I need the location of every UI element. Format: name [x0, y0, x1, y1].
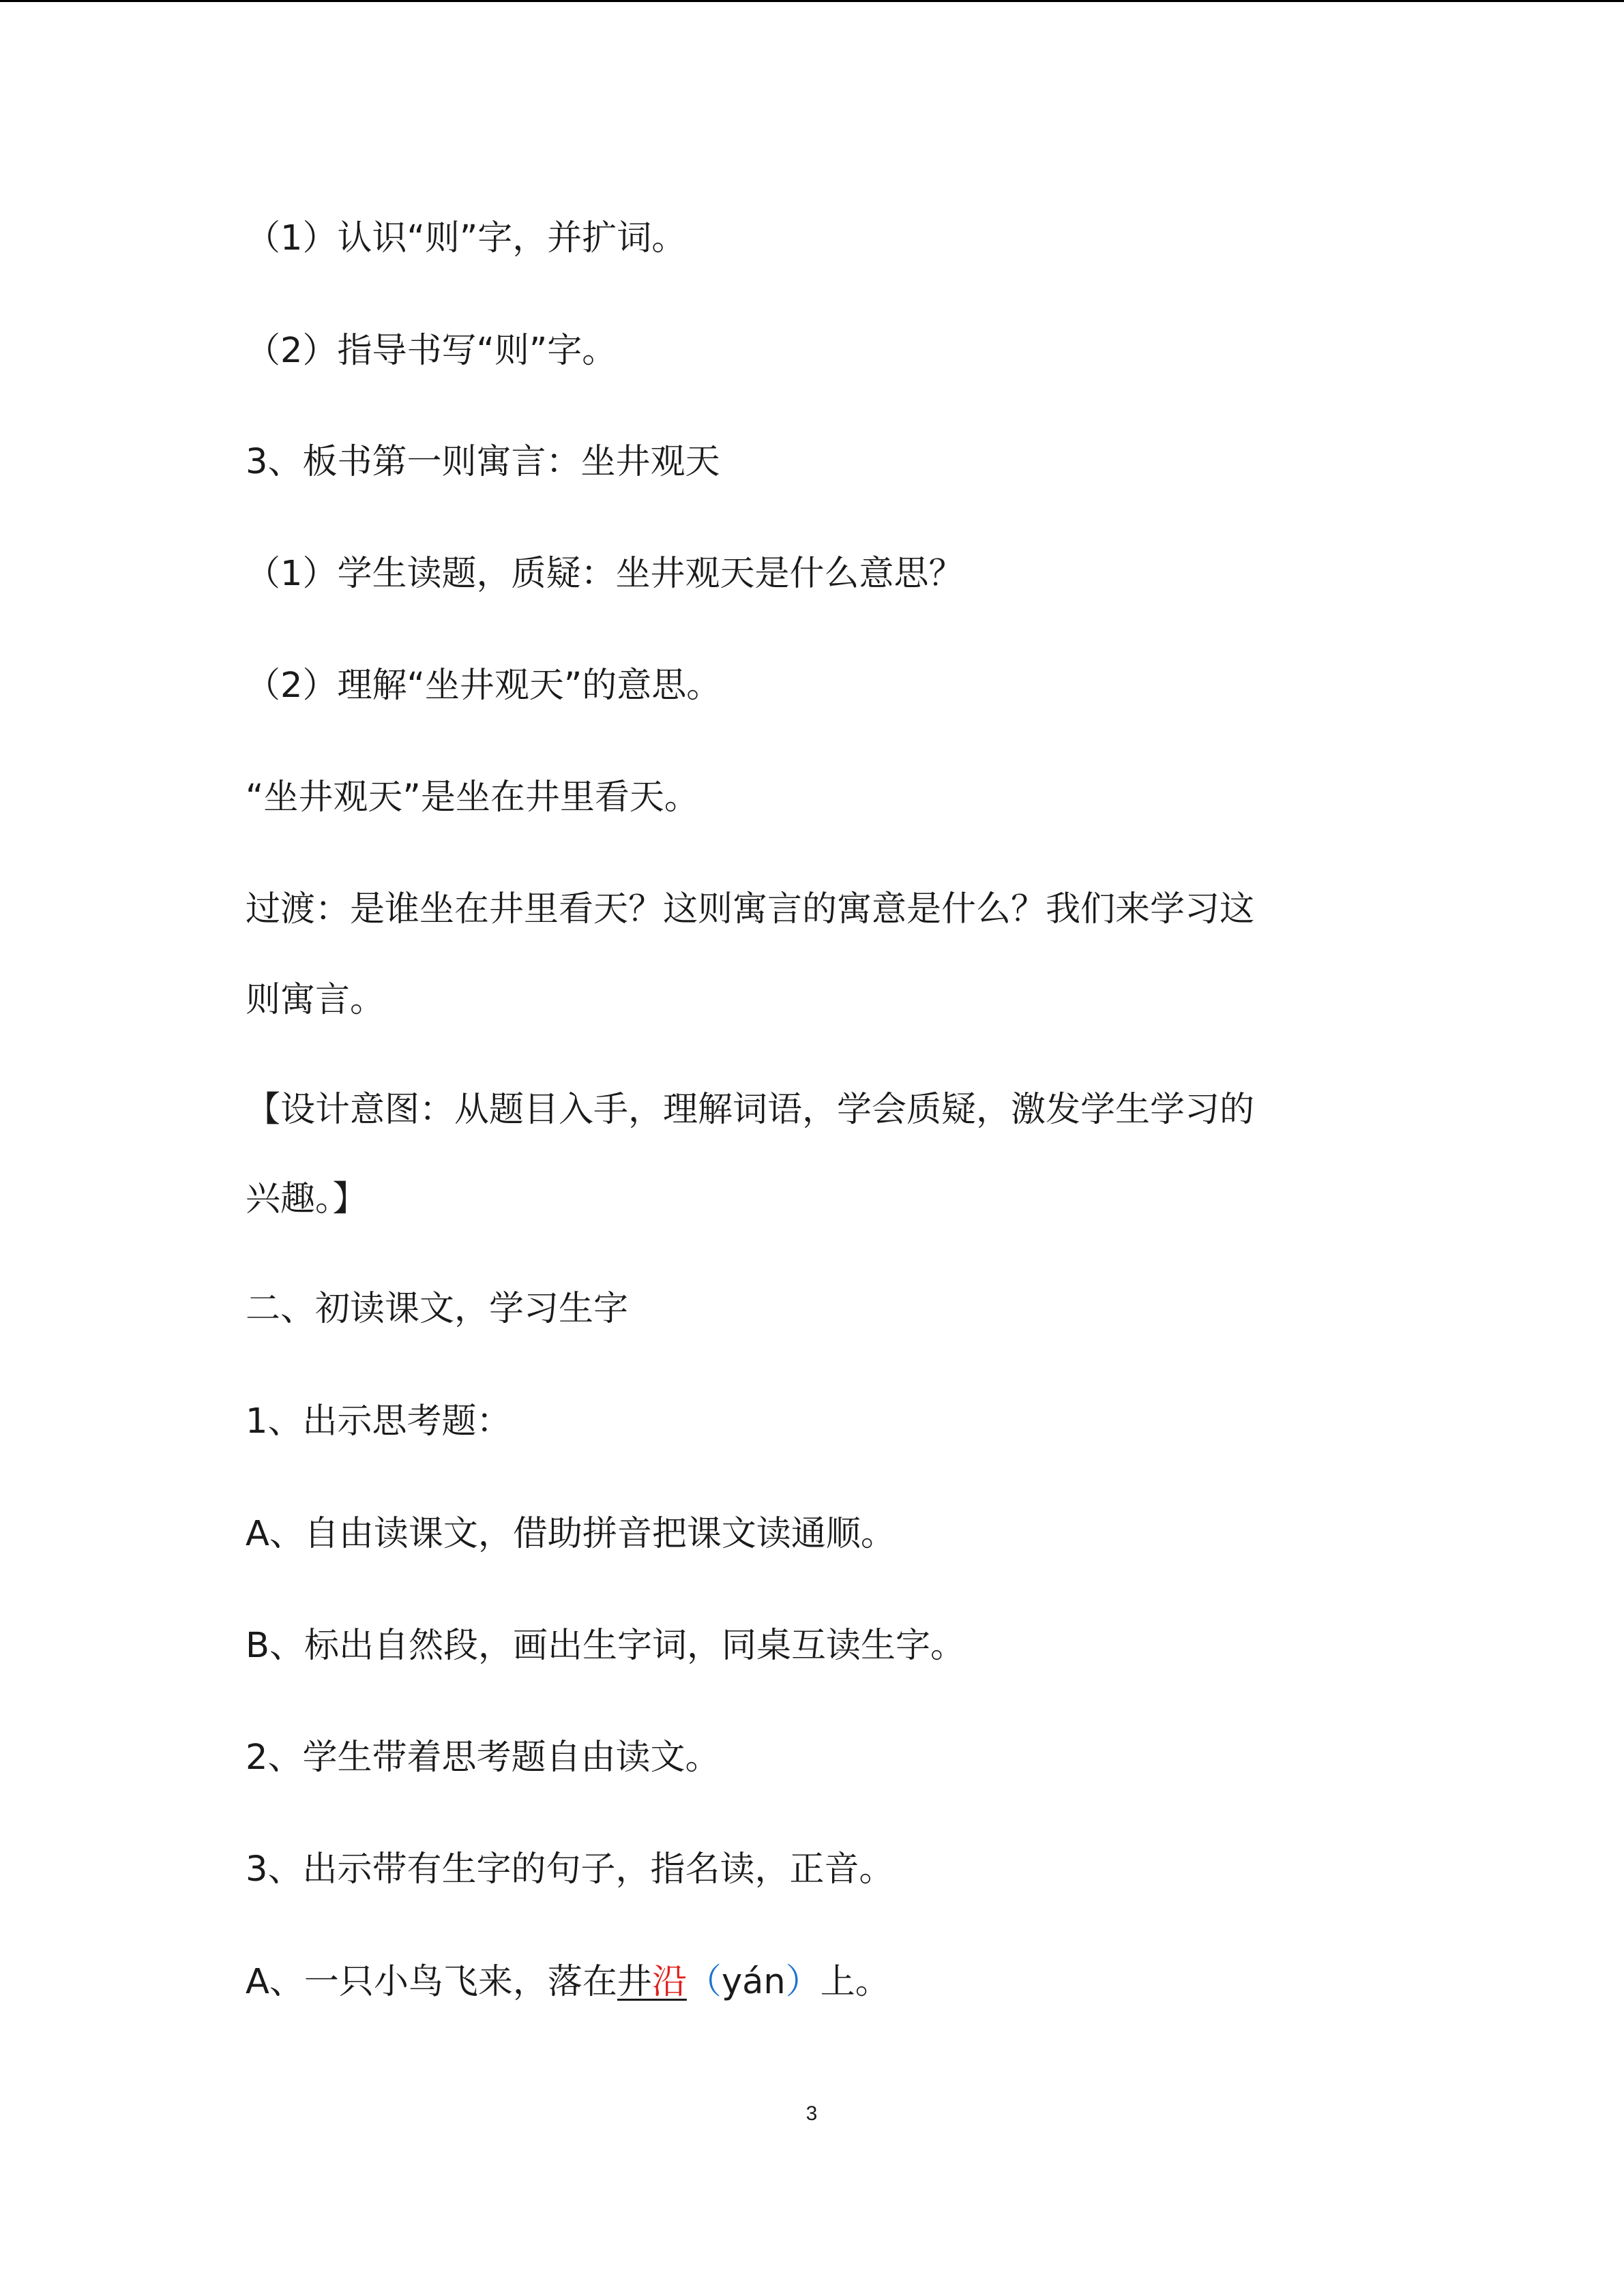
- text-line: 1、出示思考题：: [246, 1401, 512, 1442]
- paren-open: （: [686, 1962, 722, 2002]
- page-number: 3: [806, 2102, 818, 2125]
- pinyin: yán: [721, 1962, 786, 2002]
- text-line: 3、板书第一则寓言：坐井观天: [246, 442, 720, 482]
- text-line: 则寓言。: [246, 980, 385, 1020]
- text-line: 2、学生带着思考题自由读文。: [246, 1738, 720, 1778]
- paren-close: ）: [785, 1962, 821, 2002]
- text-line: 过渡：是谁坐在井里看天？这则寓言的寓意是什么？我们来学习这: [246, 889, 1255, 929]
- text-line: （2）理解“坐井观天”的意思。: [246, 666, 722, 706]
- underlined-word: [617, 1962, 687, 2002]
- example-sentence: [246, 1962, 890, 2003]
- sentence-suffix: 上。: [820, 1962, 890, 2002]
- text-line: （1）认识“则”字，并扩词。: [246, 218, 687, 258]
- text-line: 兴趣。】: [246, 1179, 368, 1219]
- text-line: （1）学生读题，质疑：坐井观天是什么意思？: [246, 554, 964, 594]
- section-heading: 二、初读课文，学习生字: [246, 1289, 629, 1329]
- text-line: 3、出示带有生字的句子，指名读，正音。: [246, 1849, 894, 1890]
- sentence-prefix: A、一只小鸟飞来，落在: [246, 1962, 617, 2002]
- text-line: （2）指导书写“则”字。: [246, 331, 617, 371]
- text-line: A、自由读课文，借助拼音把课文读通顺。: [246, 1514, 896, 1554]
- text-line: “坐井观天”是坐在井里看天。: [246, 777, 699, 818]
- text-line: 【设计意图：从题目入手，理解词语，学会质疑，激发学生学习的: [246, 1090, 1255, 1130]
- text-line: B、标出自然段，画出生字词，同桌互读生字。: [246, 1626, 965, 1666]
- highlighted-char: 沿: [651, 1962, 687, 2002]
- word-char-1: 井: [617, 1962, 652, 2002]
